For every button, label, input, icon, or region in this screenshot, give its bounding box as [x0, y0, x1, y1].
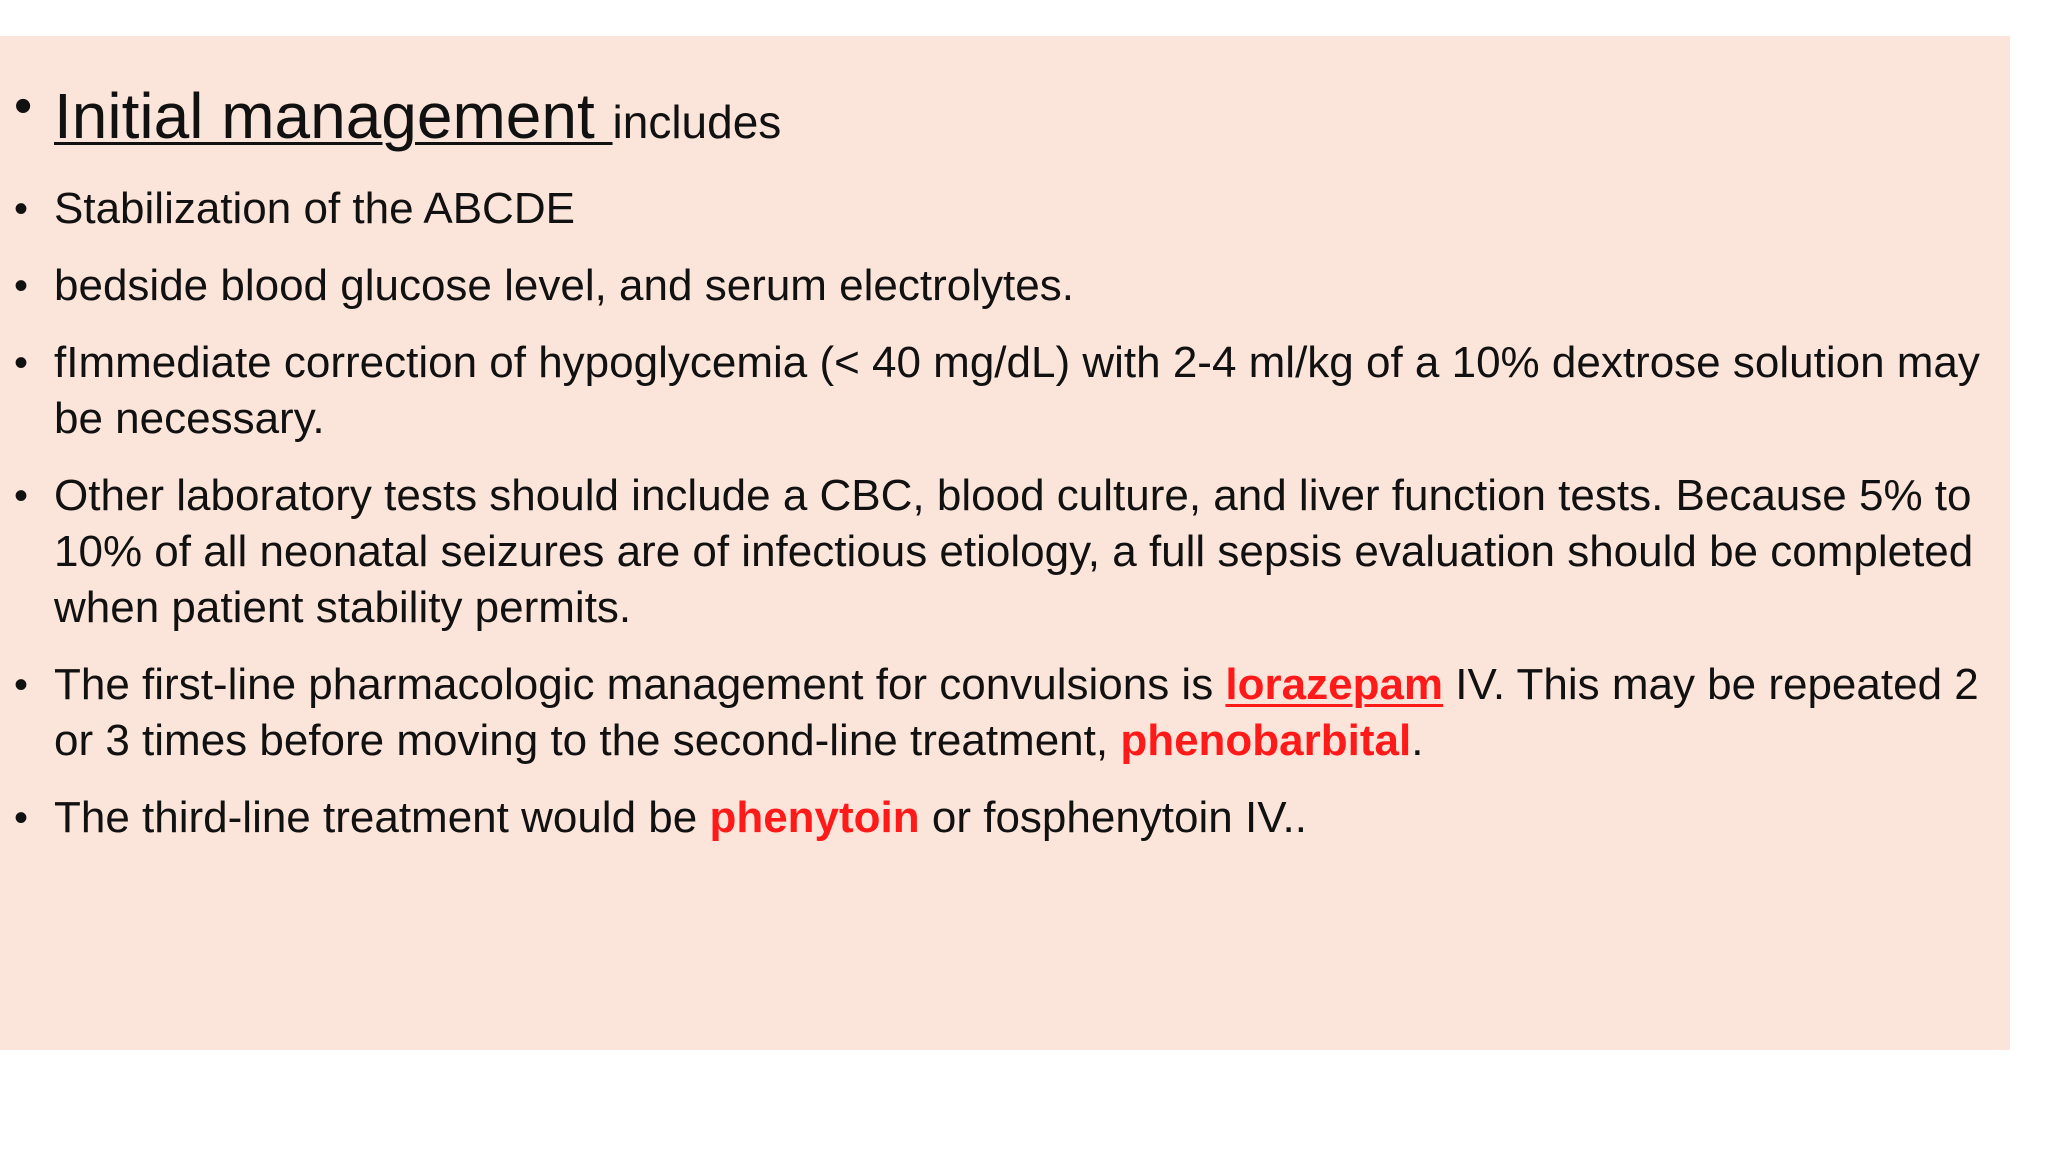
- bullet-item: [14, 657, 1999, 769]
- drug-phenytoin: phenytoin: [709, 793, 920, 842]
- bullet-text: Stabilization of the ABCDE: [54, 184, 575, 233]
- heading-main: Initial management: [54, 80, 613, 152]
- bullet-item: [14, 468, 1999, 636]
- bullet-text: The first-line pharmacologic management for convulsions is: [54, 660, 1226, 709]
- bullet-text: IV. This may be repeated 2 or 3 times before moving to the second-line treatment,: [54, 660, 1979, 765]
- drug-lorazepam: lorazepam: [1225, 660, 1444, 709]
- heading-rest: includes: [612, 96, 782, 148]
- bullet-item: [14, 258, 1999, 314]
- bullet-text: bedside blood glucose level, and serum electrolytes.: [54, 261, 1074, 310]
- bullet-item: [14, 335, 1999, 447]
- bullet-item: [14, 790, 1999, 846]
- bullet-dot: •: [14, 77, 33, 135]
- bullet-text: or fosphenytoin IV..: [919, 793, 1307, 842]
- bullet-dot: •: [14, 796, 29, 840]
- bullet-dot: •: [14, 187, 29, 231]
- bullet-dot: •: [14, 341, 29, 385]
- heading-bullet: [14, 76, 1999, 156]
- bullet-text: Other laboratory tests should include a CBC, blood culture, and liver function tests. Because 5% to 10% of all neonatal seizures are of infectious etiology, a full sepsis evaluation should be completed when patient stability permits.: [54, 471, 1974, 632]
- bullet-text: .: [1411, 716, 1424, 765]
- slide-panel: [0, 36, 2010, 1050]
- bullet-dot: •: [14, 264, 29, 308]
- bullet-item: [14, 181, 1999, 237]
- bullet-text: fImmediate correction of hypoglycemia (< 40 mg/dL) with 2-4 ml/kg of a 10% dextrose solution may be necessary.: [54, 338, 1980, 443]
- bullet-dot: •: [14, 474, 29, 518]
- bullet-list: [14, 76, 1999, 867]
- bullet-text: The third-line treatment would be: [54, 793, 710, 842]
- drug-phenobarbital: phenobarbital: [1120, 716, 1412, 765]
- bullet-dot: •: [14, 663, 29, 707]
